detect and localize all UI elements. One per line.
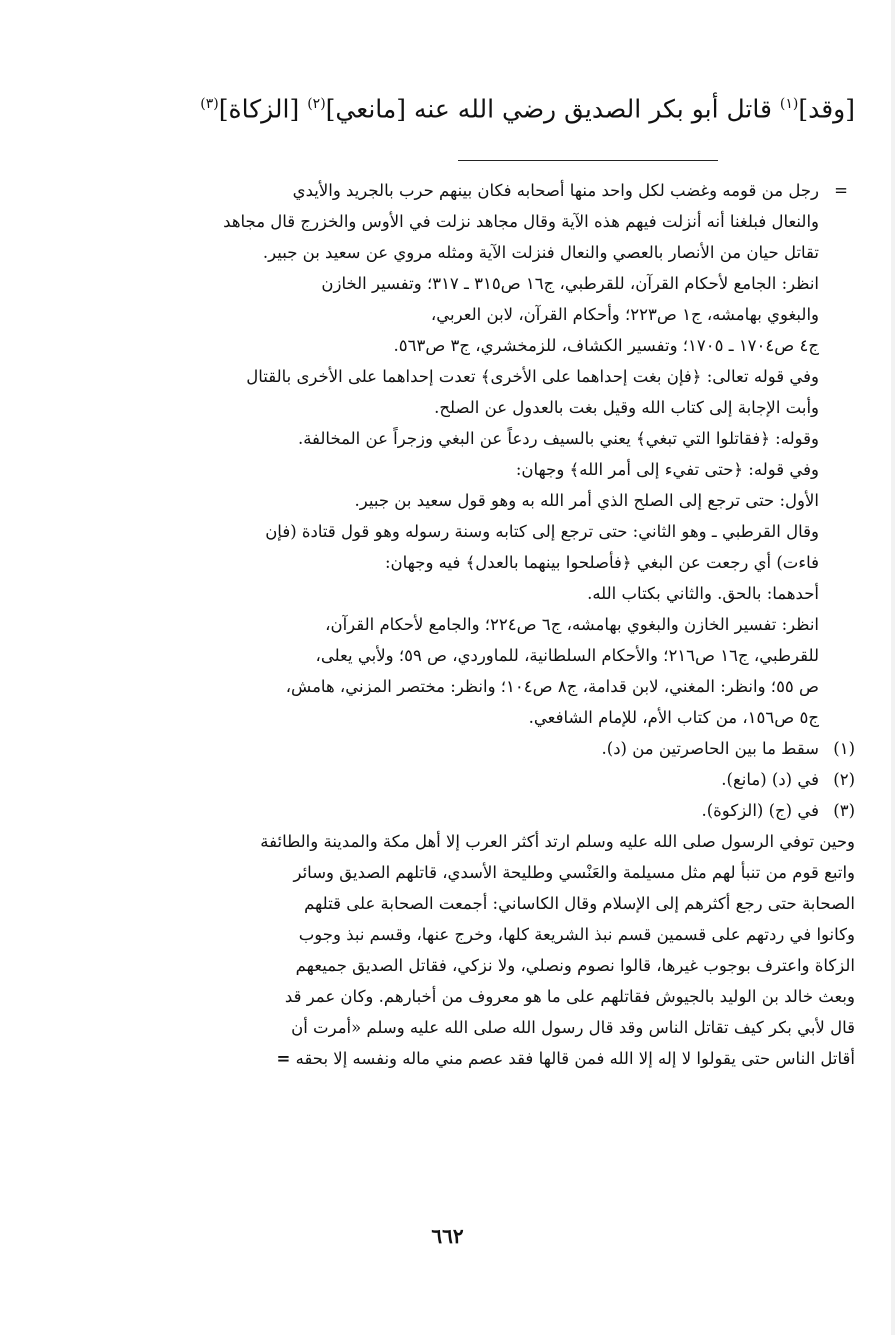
- continued-note-line: وقوله: ﴿فقاتلوا التي تبغي﴾ يعني بالسيف ردعاً عن البغي وزجراً عن المخالفة.: [297, 429, 819, 448]
- note-3-body-line: وبعث خالد بن الوليد بالجيوش فقاتلهم على ما هو معروف من أخبارهم. وكان عمر قد: [284, 987, 855, 1006]
- note-3-body-line: وكانوا في ردتهم على قسمين قسم نبذ الشريعة كلها، وخرج عنها، وقسم نبذ وجوب: [298, 925, 855, 944]
- footnote-number: (١): [833, 739, 855, 758]
- continued-note-line: ج٤ ص١٧٠٤ ـ ١٧٠٥؛ وتفسير الكشاف، للزمخشري، ج٣ ص٥٦٣.: [393, 336, 819, 355]
- note-3-body-line: أقاتل الناس حتى يقولوا لا إله إلا الله فمن قالها فقد عصم مني ماله ونفسه إلا بحقه =: [276, 1049, 855, 1068]
- continued-note-line: ص ٥٥؛ وانظر: المغني، لابن قدامة، ج٨ ص١٠٤؛ وانظر: مختصر المزني، هامش،: [285, 677, 819, 696]
- continued-note-line: ج٥ ص١٥٦، من كتاب الأم، للإمام الشافعي.: [528, 708, 819, 727]
- continued-note-line: انظر: تفسير الخازن والبغوي بهامشه، ج٦ ص٢٢٤؛ والجامع لأحكام القرآن،: [325, 615, 819, 634]
- continued-note-line: للقرطبي، ج١٦ ص٢١٦؛ والأحكام السلطانية، للماوردي، ص ٥٩؛ ولأبي يعلى،: [315, 646, 819, 665]
- main-text-line: [60, 80, 855, 133]
- note-3-body-line: قال لأبي بكر كيف تقاتل الناس وقد قال رسول الله صلى الله عليه وسلم «أمرت أن: [291, 1018, 855, 1037]
- footnote-ref-2: (٢): [307, 96, 326, 112]
- page-number: ٦٦٢: [431, 1224, 464, 1248]
- footnote-number: (٣): [833, 801, 855, 820]
- continued-note-line: وفي قوله: ﴿حتى تفيء إلى أمر الله﴾ وجهان:: [515, 460, 819, 479]
- footnote-text: سقط ما بين الحاصرتين من (د).: [601, 739, 819, 758]
- note-3-body-line: وحين توفي الرسول صلى الله عليه وسلم ارتد أكثر العرب إلا أهل مكة والمدينة والطائفة: [260, 832, 855, 851]
- footnote-2: [40, 764, 855, 795]
- trailing-continuation-mark: =: [276, 1049, 291, 1068]
- scan-edge: [891, 0, 895, 1335]
- footnote-number: (٢): [833, 770, 855, 789]
- main-text-segment-1: [وقد]: [798, 94, 855, 124]
- continued-note-line: والبغوي بهامشه، ج١ ص٢٢٣؛ وأحكام القرآن، لابن العربي،: [430, 305, 819, 324]
- footnotes-block: [40, 175, 855, 1074]
- continuation-mark: =: [834, 181, 848, 200]
- continued-note-line: فاءت) أي رجعت عن البغي ﴿فأصلحوا بينهما بالعدل﴾ فيه وجهان:: [384, 553, 819, 572]
- footnote-3: [40, 795, 855, 826]
- footnote-separator: [458, 160, 718, 161]
- footnote-1: [40, 733, 855, 764]
- note-3-body-line: الزكاة واعترف بوجوب غيرها، قالوا نصوم ونصلي، ولا نزكي، فقاتل الصديق جميعهم: [295, 956, 855, 975]
- continued-note-line: وقال القرطبي ـ وهو الثاني: حتى ترجع إلى كتابه وسنة رسوله وهو قول قتادة (فإن: [265, 522, 819, 541]
- continued-note-line: الأول: حتى ترجع إلى الصلح الذي أمر الله به وهو قول سعيد بن جبير.: [354, 491, 819, 510]
- footnote-text: في (د) (مانع).: [721, 770, 819, 789]
- footnote-ref-1: (١): [779, 96, 799, 112]
- continued-note-line: أحدهما: بالحق. والثاني بكتاب الله.: [587, 584, 819, 603]
- continued-note-line: وفي قوله تعالى: ﴿فإن بغت إحداهما على الأخرى﴾ تعدت إحداهما على الأخرى بالقتال: [246, 367, 819, 386]
- note-3-body-line: واتبع قوم من تنبأ لهم مثل مسيلمة والعَنْسي وطليحة الأسدي، قاتلهم الصديق وسائر: [293, 863, 855, 882]
- footnote-ref-3: (٣): [200, 96, 219, 112]
- continued-note-line: وأبت الإجابة إلى كتاب الله وقيل بغت بالعدول عن الصلح.: [434, 398, 819, 417]
- main-text-segment-3: [الزكاة]: [218, 94, 308, 124]
- continued-note-line: تقاتل حيان من الأنصار بالعصي والنعال فنزلت الآية ومثله مروي عن سعيد بن جبير.: [262, 243, 819, 262]
- note-3-body-line: الصحابة حتى رجع أكثرهم إلى الإسلام وقال الكاساني: أجمعت الصحابة على قتلهم: [304, 894, 855, 913]
- continued-note-line: والنعال فبلغنا أنه أنزلت فيهم هذه الآية وقال مجاهد نزلت في الأوس والخزرج قال مجاهد: [223, 212, 819, 231]
- footnote-text: في (ج) (الزكوة).: [701, 801, 819, 820]
- continued-note-line: انظر: الجامع لأحكام القرآن، للقرطبي، ج١٦ ص٣١٥ ـ ٣١٧؛ وتفسير الخازن: [321, 274, 819, 293]
- continued-note-line: = رجل من قومه وغضب لكل واحد منها أصحابه فكان بينهم حرب بالجريد والأيدي: [40, 175, 855, 206]
- main-text-segment-2: قاتل أبو بكر الصديق رضي الله عنه [مانعي]: [325, 94, 780, 124]
